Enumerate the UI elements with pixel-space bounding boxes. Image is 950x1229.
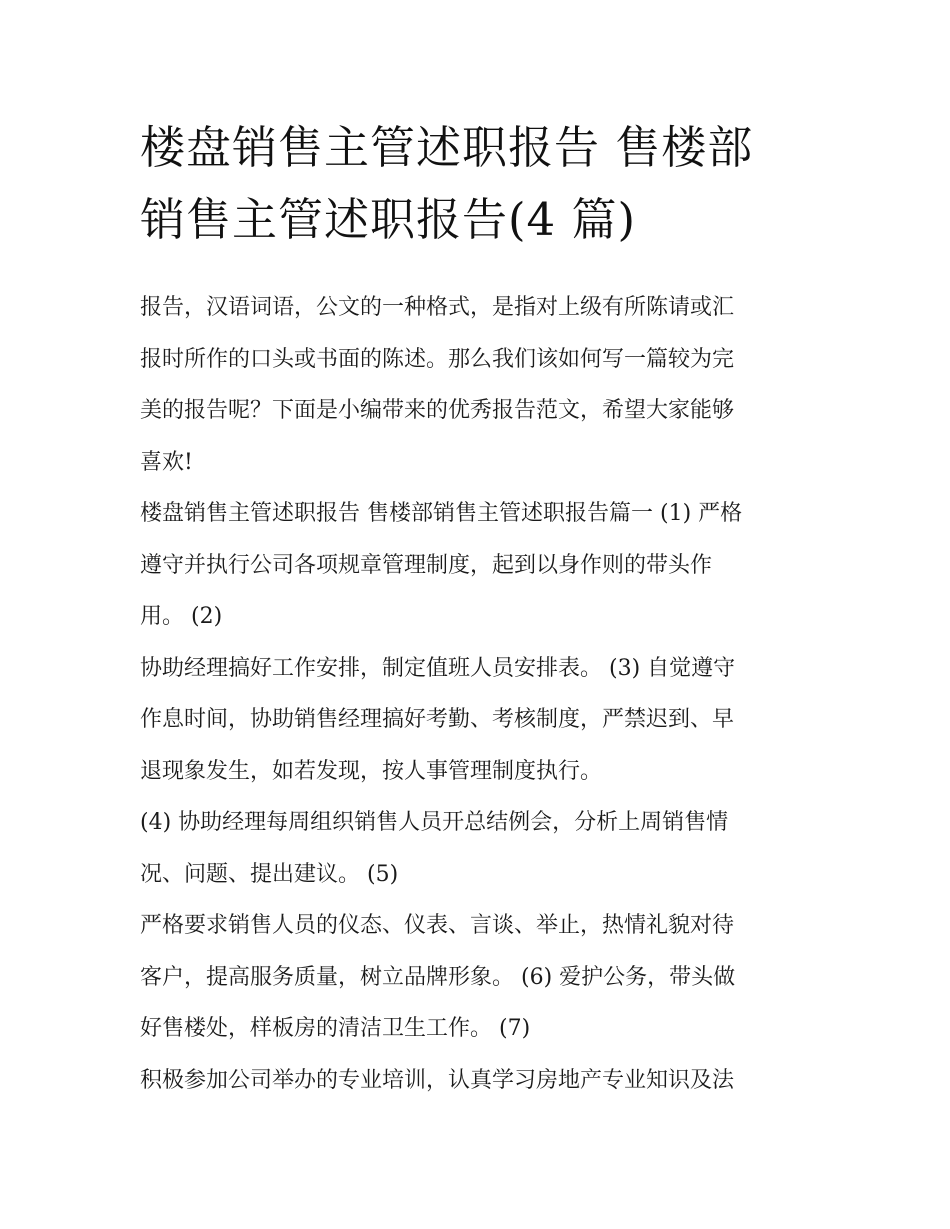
text-line: 遵守并执行公司各项规章管理制度，起到以身作则的带头作 (140, 552, 713, 578)
paragraph-item-7 (140, 1055, 830, 1107)
document-body (140, 282, 830, 1106)
text-line: (4) 协助经理每周组织销售人员开总结例会，分析上周销售情 (140, 810, 729, 835)
text-line: 喜欢! (140, 449, 193, 475)
title-line: 销售主管述职报告(4 篇) (140, 193, 637, 246)
text-line: 报时所作的口头或书面的陈述。那么我们该如何写一篇较为完 (140, 346, 735, 372)
text-line: 用。 (2) (140, 604, 223, 629)
paragraph-item-5-6 (140, 900, 830, 1055)
paragraph-item-2-3 (140, 643, 830, 798)
text-line: 楼盘销售主管述职报告 售楼部销售主管述职报告篇一 (1) 严格 (140, 501, 743, 526)
text-line: 美的报告呢？下面是小编带来的优秀报告范文，希望大家能够 (140, 398, 735, 423)
text-line: 协助经理搞好工作安排，制定值班人员安排表。 (3) 自觉遵守 (140, 655, 736, 681)
text-line: 严格要求销售人员的仪态、仪表、言谈、举止，热情礼貌对待 (140, 913, 735, 938)
text-line: 况、问题、提出建议。 (5) (140, 861, 399, 887)
text-line: 报告，汉语词语，公文的一种格式，是指对上级有所陈请或汇 (140, 295, 735, 320)
text-line: 客户，提高服务质量，树立品牌形象。 (6) 爱护公务，带头做 (140, 964, 736, 990)
text-line: 好售楼处，样板房的清洁卫生工作。 (7) (140, 1016, 531, 1041)
paragraph-article-one (140, 488, 830, 643)
text-line: 退现象发生，如若发现，按人事管理制度执行。 (140, 758, 603, 784)
title-line: 楼盘销售主管述职报告 售楼部 (140, 121, 754, 174)
text-line: 作息时间，协助销售经理搞好考勤、考核制度，严禁迟到、早 (140, 707, 735, 732)
text-line: 积极参加公司举办的专业培训，认真学习房地产专业知识及法 (140, 1067, 735, 1093)
paragraph-item-4 (140, 797, 830, 900)
paragraph-intro (140, 282, 830, 488)
document-title (140, 112, 830, 256)
